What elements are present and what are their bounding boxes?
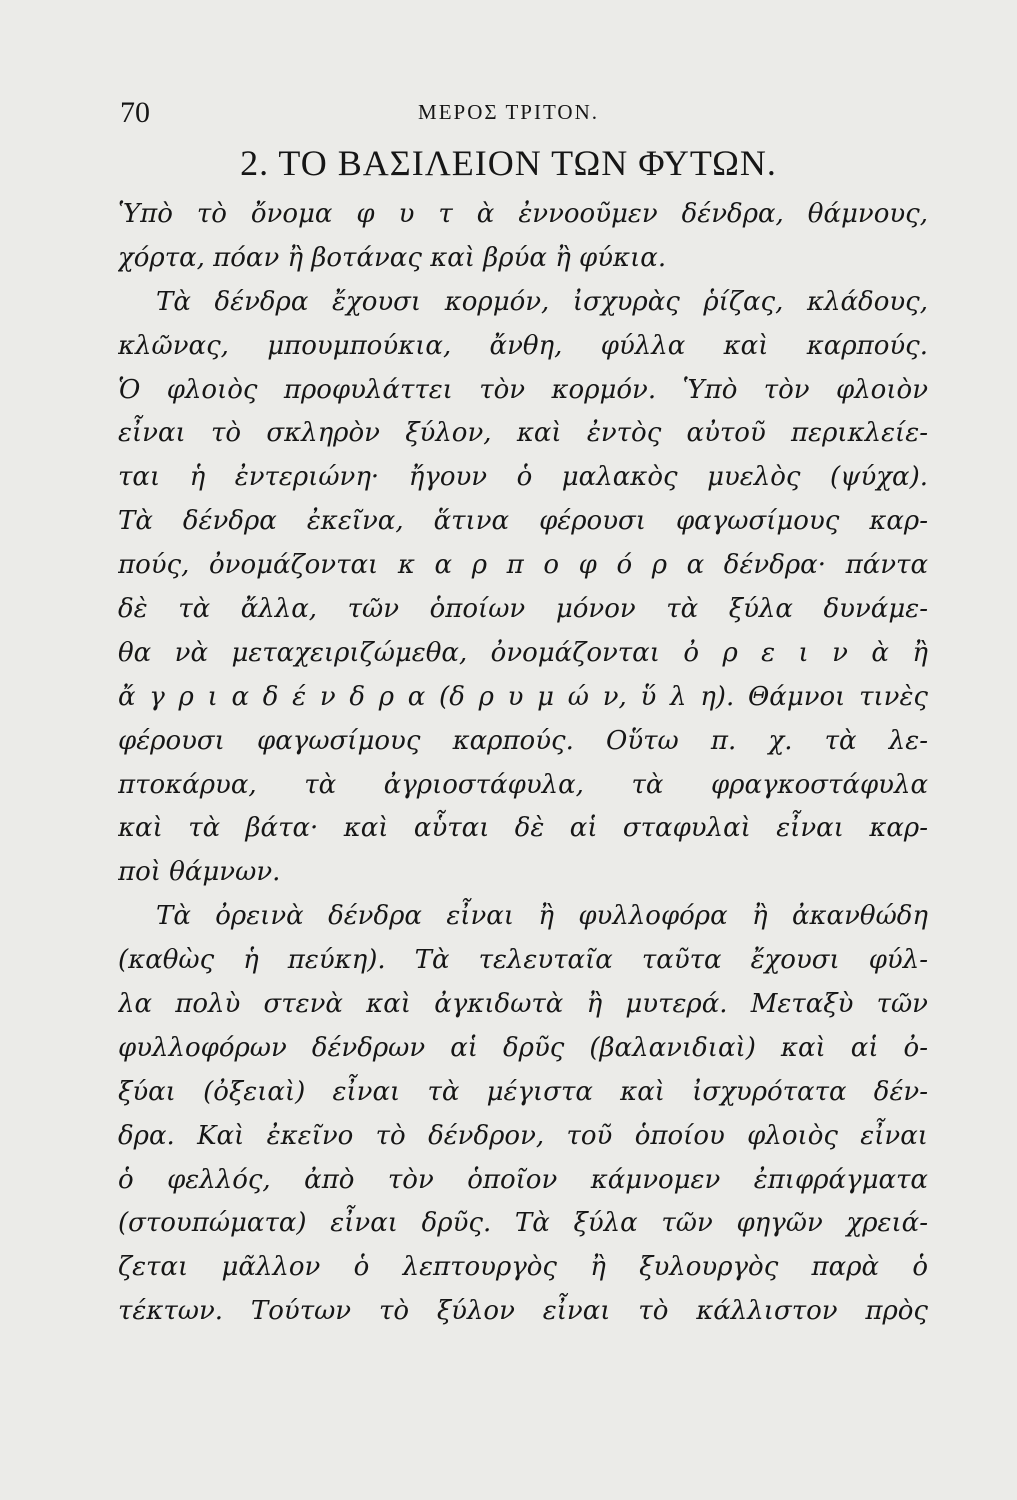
text-line: εἶναι τὸ σκληρὸν ξύλον, καὶ ἐντὸς αὐτοῦ περικλείε-: [118, 418, 928, 449]
text-line: καὶ τὰ βάτα· καὶ αὗται δὲ αἱ σταφυλαὶ εἶναι καρ-: [118, 813, 928, 844]
text-line: πτοκάρυα, τὰ ἀγριοστάφυλα, τὰ φραγκοστάφυλα: [118, 769, 928, 800]
text-line: Ὑπὸ τὸ ὄνομα φ υ τ ὰ ἐννοοῦμεν δένδρα, θάμνους,: [118, 199, 928, 229]
text-line: τέκτων. Τούτων τὸ ξύλον εἶναι τὸ κάλλιστον πρὸς: [118, 1296, 928, 1327]
text-line: Τὰ δένδρα ἐκεῖνα, ἅτινα φέρουσι φαγωσίμους καρ-: [118, 506, 928, 537]
text-line: ται ἡ ἐντεριώνη· ἤγουν ὁ μαλακὸς μυελὸς (ψύχα).: [118, 462, 928, 493]
text-line: ζεται μᾶλλον ὁ λεπτουργὸς ἢ ξυλουργὸς παρὰ ὁ: [118, 1252, 928, 1283]
text-line: δὲ τὰ ἄλλα, τῶν ὁποίων μόνον τὰ ξύλα δυνάμε-: [118, 594, 928, 625]
text-line: φυλλοφόρων δένδρων αἱ δρῦς (βαλανιδιαὶ) καὶ αἱ ὀ-: [118, 1032, 928, 1063]
text-line: δρα. Καὶ ἐκεῖνο τὸ δένδρον, τοῦ ὁποίου φλοιὸς εἶναι: [118, 1120, 928, 1151]
text-line: (στουπώματα) εἶναι δρῦς. Τὰ ξύλα τῶν φηγῶν χρειά-: [118, 1208, 928, 1239]
text-line: (καθὼς ἡ πεύκη). Τὰ τελευταῖα ταῦτα ἔχουσι φύλ-: [118, 945, 928, 976]
text-line: ποὶ θάμνων.: [118, 857, 281, 888]
text-line: Ὁ φλοιὸς προφυλάττει τὸν κορμόν. Ὑπὸ τὸν φλοιὸν: [118, 374, 928, 405]
text-line: ὁ φελλός, ἀπὸ τὸν ὁποῖον κάμνομεν ἐπιφράγματα: [118, 1164, 928, 1195]
text-line: λα πολὺ στενὰ καὶ ἀγκιδωτὰ ἢ μυτερά. Μεταξὺ τῶν: [118, 989, 928, 1020]
text-line: θα νὰ μεταχειριζώμεθα, ὀνομάζονται ὀ ρ ε ι ν ὰ ἢ: [118, 637, 928, 668]
text-line: ξύαι (ὀξειαὶ) εἶναι τὰ μέγιστα καὶ ἰσχυρότατα δέν-: [118, 1076, 928, 1107]
text-line: ἄ γ ρ ι α δ έ ν δ ρ α (δ ρ υ μ ώ ν, ὕ λ η). Θάμνοι τινὲς: [118, 681, 928, 712]
text-line: πούς, ὀνομάζονται κ α ρ π ο φ ό ρ α δένδρα· πάντα: [118, 550, 928, 581]
text-line: χόρτα, πόαν ἢ βοτάνας καὶ βρύα ἢ φύκια.: [118, 242, 667, 273]
running-head: ΜΕΡΟΣ ΤΡΙΤΟΝ.: [418, 100, 599, 124]
text-line: Τὰ δένδρα ἔχουσι κορμόν, ἰσχυρὰς ῥίζας, κλάδους,: [156, 286, 928, 317]
page-number: 70: [120, 96, 150, 129]
section-title: 2. ΤΟ ΒΑΣΙΛΕΙΟΝ ΤΩΝ ΦΥΤΩΝ.: [240, 143, 777, 183]
text-line: Τὰ ὀρεινὰ δένδρα εἶναι ἢ φυλλοφόρα ἢ ἀκανθώδη: [156, 901, 928, 932]
body-text: [118, 193, 928, 1334]
text-line: κλῶνας, μπουμπούκια, ἄνθη, φύλλα καὶ καρπούς.: [118, 330, 928, 361]
text-line: φέρουσι φαγωσίμους καρπούς. Οὕτω π. χ. τὰ λε-: [118, 725, 928, 756]
